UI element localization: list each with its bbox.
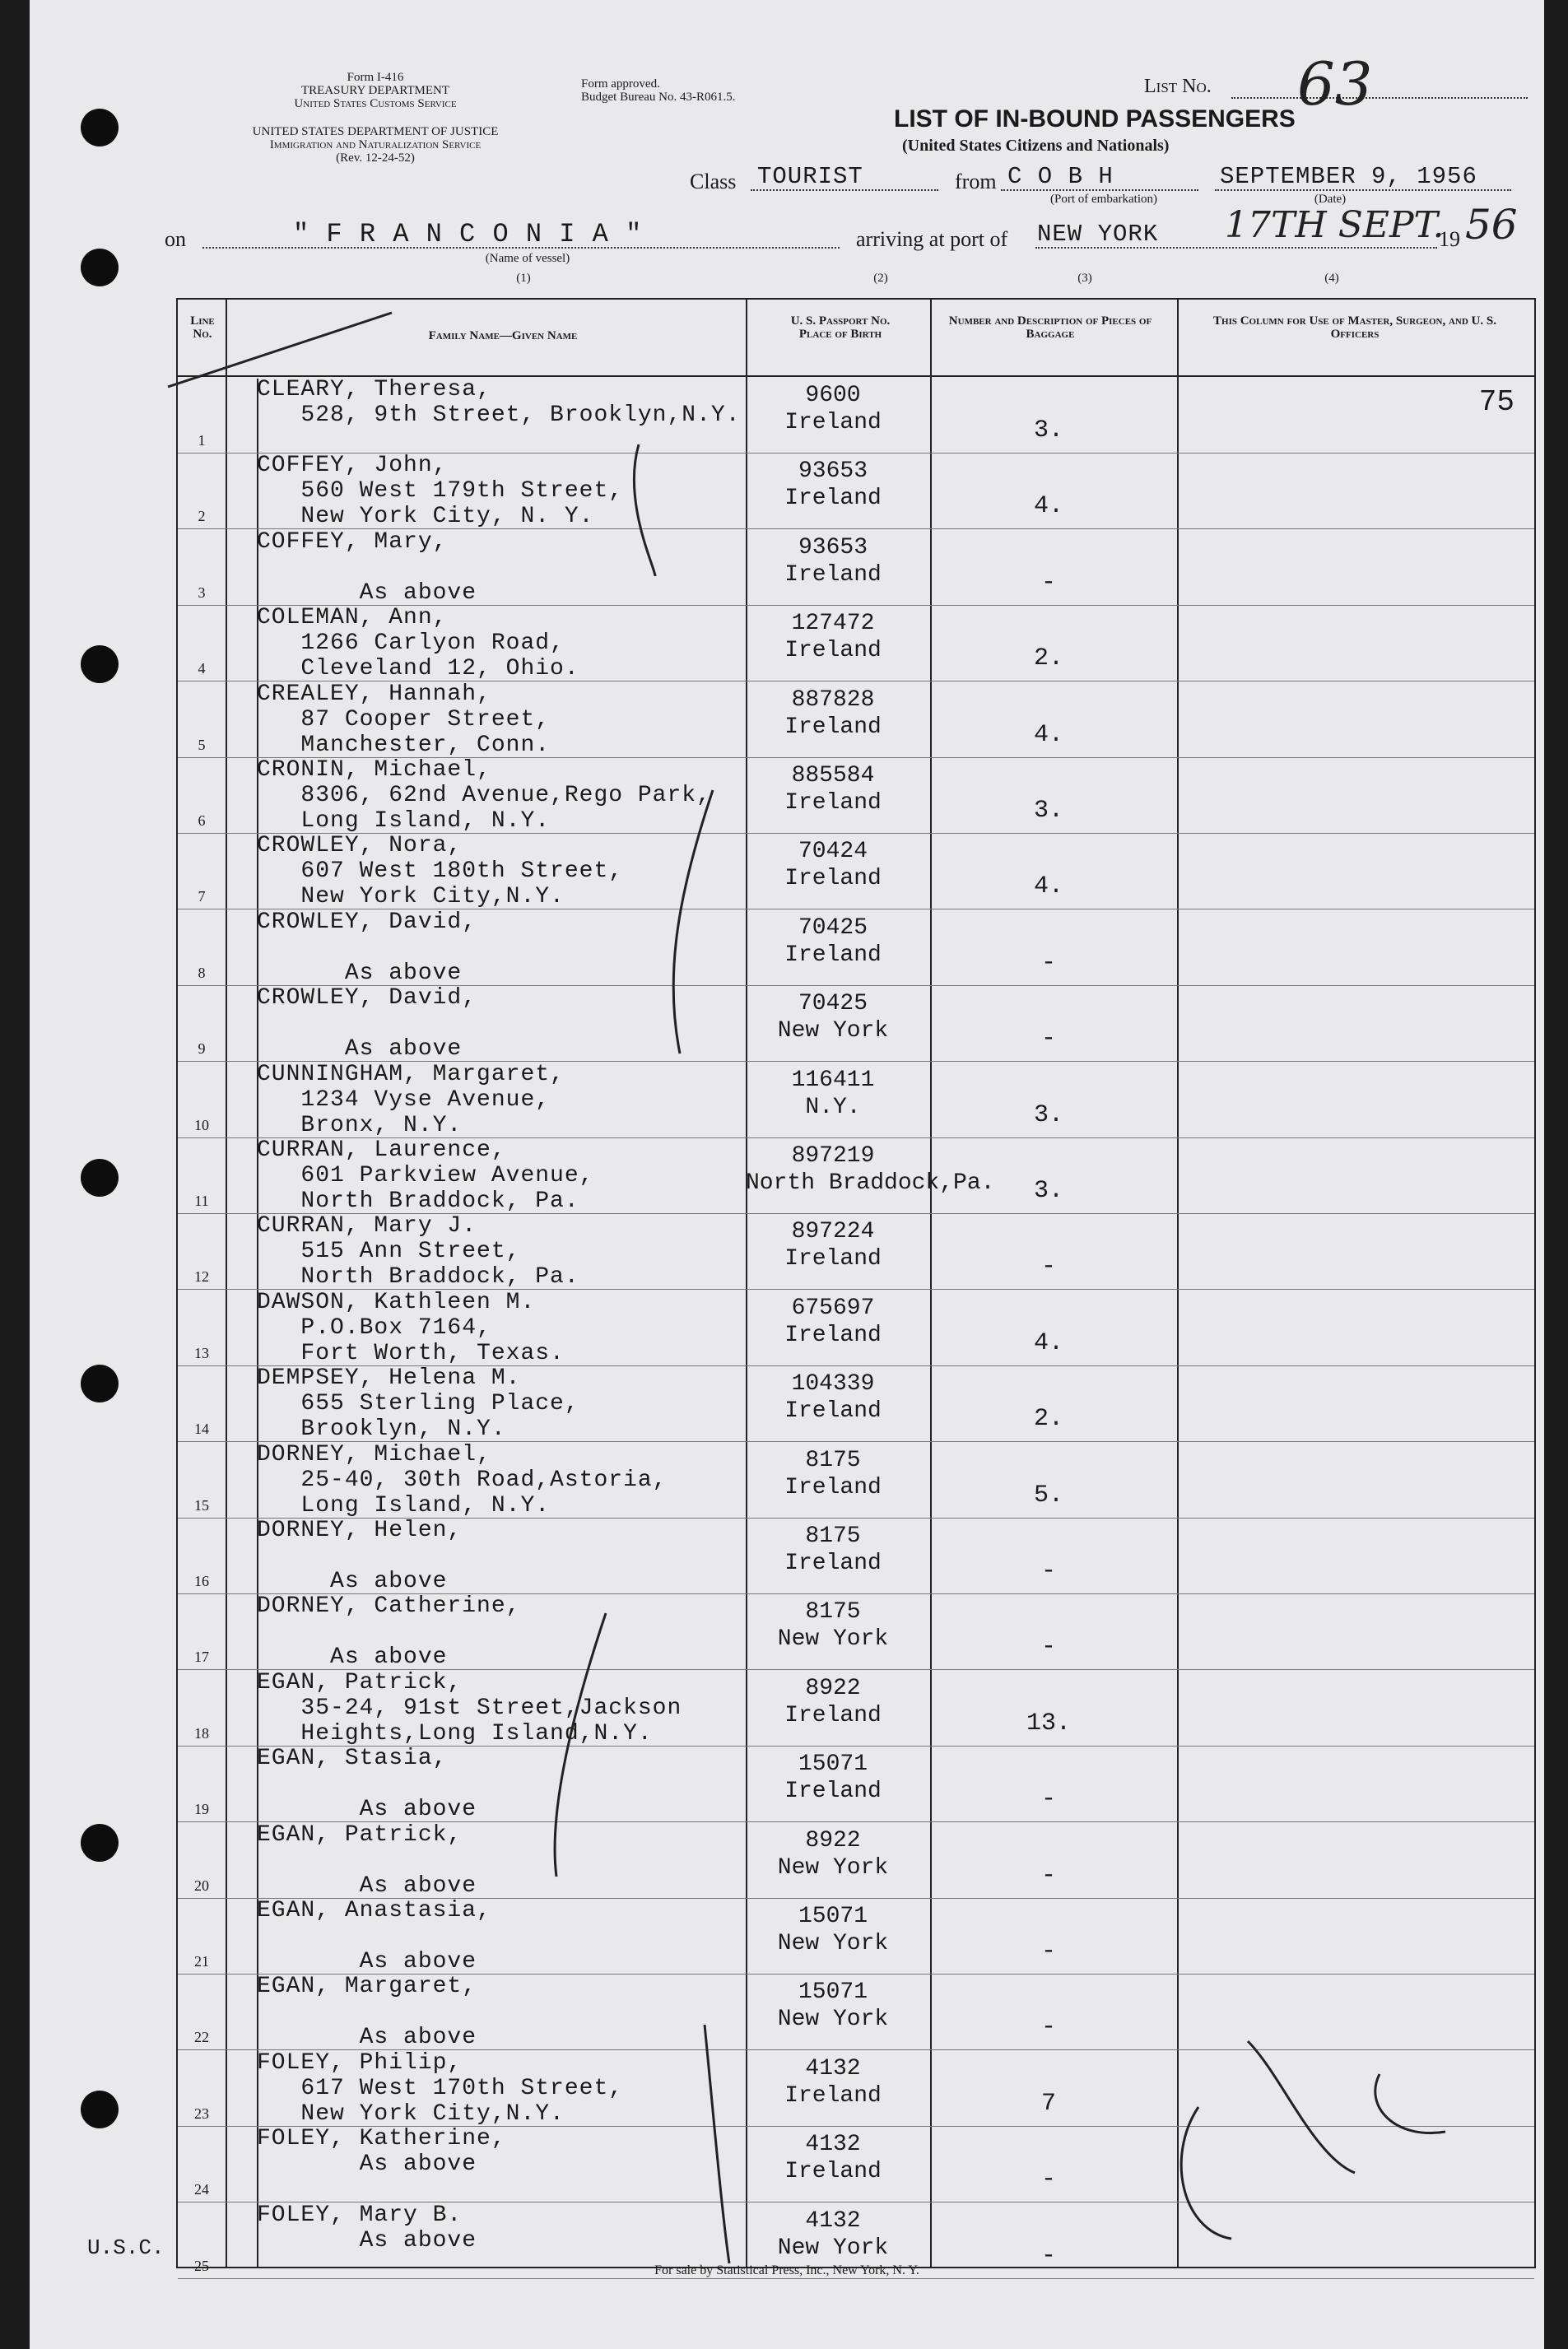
table-row: [178, 681, 1534, 758]
place-of-birth: Ireland: [784, 638, 882, 664]
passenger-name-address: [257, 1442, 667, 1519]
name-line: CURRAN, Mary J.: [257, 1213, 477, 1240]
table-row: [178, 1137, 1534, 1214]
name-line: North Braddock, Pa.: [257, 1188, 579, 1214]
name-line: As above: [257, 2227, 477, 2254]
list-no-value: 63: [1297, 49, 1373, 119]
passport-birth: [746, 1598, 920, 1653]
name-line: DORNEY, Catherine,: [257, 1593, 521, 1620]
printer-footer: For sale by Statistical Press, Inc., New York, N. Y.: [654, 2263, 919, 2277]
passport-number: 127472: [791, 611, 875, 637]
name-line: As above: [257, 1949, 477, 1975]
on-label: on: [165, 227, 186, 251]
passenger-name-address: [257, 1746, 477, 1822]
passport-birth: [746, 1751, 920, 1805]
passenger-name-address: [257, 377, 741, 428]
baggage-count: -: [1040, 2013, 1056, 2042]
punch-hole: [81, 1365, 119, 1402]
place-of-birth: New York: [777, 1626, 889, 1653]
officer-note: 75: [1478, 385, 1514, 419]
passport-birth: [746, 686, 920, 741]
table-row: [178, 1822, 1534, 1899]
form-approved: Form approved.: [581, 77, 660, 91]
passport-birth: [746, 610, 920, 664]
line-number: 14: [194, 1421, 209, 1438]
line-number: 4: [198, 660, 206, 677]
passport-birth: [746, 1295, 920, 1349]
name-line: DORNEY, Michael,: [257, 1441, 491, 1468]
name-line: 528, 9th Street, Brooklyn,N.Y.: [257, 402, 741, 428]
page-title: LIST OF IN-BOUND PASSENGERS: [894, 105, 1296, 133]
passenger-name-address: [257, 909, 477, 986]
customs-heading: United States Customs Service: [294, 97, 457, 110]
name-line: Long Island, N.Y.: [257, 808, 551, 834]
baggage-count: -: [1040, 1633, 1056, 1662]
name-line: CRONIN, Michael,: [257, 757, 491, 783]
passport-number: 897224: [791, 1219, 875, 1245]
punch-hole: [81, 249, 119, 286]
place-of-birth: Ireland: [784, 2159, 882, 2185]
name-line: DEMPSEY, Helena M.: [257, 1365, 521, 1392]
baggage-count: 3.: [1033, 1100, 1063, 1129]
table-row: [178, 2126, 1534, 2202]
passport-birth: [746, 990, 920, 1044]
place-of-birth: New York: [777, 1018, 889, 1044]
name-line: As above: [257, 2151, 477, 2178]
place-of-birth: Ireland: [784, 1246, 882, 1272]
line-number: 18: [194, 1724, 209, 1742]
line-number: 16: [194, 1573, 209, 1589]
place-of-birth: Ireland: [784, 1551, 882, 1576]
passenger-name-address: [257, 1670, 682, 1747]
baggage-count: 4.: [1033, 872, 1063, 901]
passport-number: 15071: [798, 1904, 868, 1929]
passenger-name-address: [257, 1822, 477, 1899]
baggage-count: 13.: [1026, 1709, 1071, 1737]
place-of-birth: Ireland: [784, 942, 882, 968]
passport-number: 675697: [791, 1295, 875, 1321]
passport-birth: [746, 838, 920, 892]
passenger-name-address: [257, 2126, 506, 2177]
place-of-birth: N.Y.: [805, 1094, 861, 1120]
budget-bureau: Budget Bureau No. 43-R061.5.: [581, 91, 736, 104]
name-line: Brooklyn, N.Y.: [257, 1416, 506, 1443]
baggage-count: -: [1040, 568, 1056, 597]
line-number: 22: [194, 2029, 209, 2046]
vessel-caption: (Name of vessel): [485, 252, 570, 265]
passport-birth: [746, 458, 920, 512]
class-value: TOURIST: [757, 163, 863, 190]
name-line: CLEARY, Theresa,: [257, 377, 491, 402]
header-baggage: Number and Description of Pieces of Baggage: [948, 314, 1152, 341]
name-line: CREALEY, Hannah,: [257, 681, 491, 707]
passport-number: 93653: [798, 534, 868, 561]
name-line: As above: [257, 1036, 463, 1063]
name-line: 8306, 62nd Avenue,Rego Park,: [257, 783, 711, 808]
line-number: 21: [194, 1953, 209, 1970]
passenger-name-address: [257, 453, 623, 529]
name-line: COFFEY, John,: [257, 453, 448, 479]
name-line: EGAN, Margaret,: [257, 1974, 477, 2000]
passport-number: 897219: [791, 1143, 875, 1169]
col-number-3: (3): [1077, 272, 1092, 285]
name-line: P.O.Box 7164,: [257, 1314, 491, 1341]
passenger-name-address: [257, 1518, 462, 1594]
table-row: [178, 833, 1534, 909]
passenger-name-address: [257, 985, 477, 1062]
baggage-count: 4.: [1033, 720, 1063, 749]
line-number: 2: [198, 508, 206, 525]
place-of-birth: North Braddock,Pa.: [746, 1170, 995, 1196]
name-line: CROWLEY, David,: [257, 985, 477, 1012]
port-caption: (Port of embarkation): [1050, 193, 1157, 206]
baggage-count: -: [1040, 1025, 1056, 1054]
passport-birth: [746, 1979, 920, 2033]
place-of-birth: Ireland: [784, 1779, 882, 1805]
date-value: SEPTEMBER 9, 1956: [1220, 163, 1477, 190]
place-of-birth: Ireland: [784, 561, 882, 588]
name-line: EGAN, Patrick,: [257, 1669, 463, 1695]
table-row: [178, 1670, 1534, 1747]
table-row: [178, 529, 1534, 606]
name-line: DORNEY, Helen,: [257, 1518, 463, 1543]
treasury-heading: TREASURY DEPARTMENT: [300, 84, 450, 97]
passport-birth: [746, 1067, 920, 1121]
arrival-port: NEW YORK: [1037, 221, 1159, 248]
manifest-page: [30, 0, 1544, 2349]
name-line: Bronx, N.Y.: [257, 1112, 463, 1138]
immigration-heading: Immigration and Naturalization Service: [269, 138, 482, 151]
name-line: 25-40, 30th Road,Astoria,: [257, 1467, 668, 1493]
name-line: EGAN, Anastasia,: [257, 1898, 491, 1923]
name-line: FOLEY, Philip,: [257, 2049, 463, 2076]
passenger-name-address: [257, 1290, 565, 1366]
line-number: 12: [194, 1268, 209, 1286]
passport-number: 8922: [805, 1827, 861, 1854]
passport-number: 15071: [798, 1979, 868, 2006]
baggage-count: 3.: [1033, 797, 1063, 825]
place-of-birth: Ireland: [784, 866, 882, 892]
revision-note: (Rev. 12-24-52): [336, 151, 415, 165]
passport-number: 104339: [791, 1371, 875, 1398]
table-row: [178, 453, 1534, 529]
margin-code: U.S.C.: [87, 2235, 165, 2260]
name-line: EGAN, Stasia,: [257, 1746, 448, 1772]
place-of-birth: New York: [777, 2007, 889, 2033]
passenger-name-address: [257, 1593, 520, 1670]
passport-number: 70424: [798, 839, 868, 865]
line-number: 13: [194, 1344, 209, 1361]
list-no-label: List No.: [1144, 76, 1212, 97]
name-line: [257, 1771, 477, 1797]
name-line: 601 Parkview Avenue,: [257, 1163, 594, 1188]
passport-birth: [746, 534, 920, 588]
table-row: [178, 2050, 1534, 2127]
line-number: 7: [198, 888, 206, 905]
name-line: FOLEY, Mary B.: [257, 2202, 463, 2228]
passport-number: 4132: [805, 2132, 861, 2158]
line-number: 9: [198, 1040, 206, 1058]
line-number: 1: [198, 432, 206, 449]
passport-number: 887828: [791, 686, 875, 713]
baggage-count: 5.: [1033, 1481, 1063, 1509]
line-number: 17: [194, 1649, 209, 1666]
baggage-count: 3.: [1033, 1177, 1063, 1205]
name-line: Long Island, N.Y.: [257, 1492, 551, 1519]
line-number: 24: [194, 2181, 209, 2198]
name-line: As above: [257, 579, 477, 606]
col-number-2: (2): [873, 272, 888, 285]
name-line: Manchester, Conn.: [257, 732, 551, 758]
name-line: 617 West 170th Street,: [257, 2075, 624, 2101]
name-line: CROWLEY, Nora,: [257, 833, 463, 859]
passport-birth: [746, 382, 920, 436]
form-number: Form I-416: [347, 71, 404, 84]
passenger-name-address: [257, 833, 623, 909]
baggage-count: -: [1040, 1253, 1056, 1281]
passport-number: 8175: [805, 1599, 861, 1626]
place-of-birth: Ireland: [784, 1322, 882, 1348]
name-line: FOLEY, Katherine,: [257, 2126, 506, 2152]
line-number: 19: [194, 1801, 209, 1818]
page-subtitle: (United States Citizens and Nationals): [902, 137, 1170, 155]
name-line: As above: [257, 1569, 448, 1594]
baggage-count: -: [1040, 948, 1056, 977]
header-officers: This Column for Use of Master, Surgeon, and U. S. Officers: [1213, 314, 1496, 341]
line-number: 5: [198, 736, 206, 753]
name-line: EGAN, Patrick,: [257, 1821, 463, 1848]
name-line: As above: [257, 1644, 448, 1671]
date-caption: (Date): [1314, 193, 1347, 206]
baggage-count: 3.: [1033, 416, 1063, 444]
place-of-birth: Ireland: [784, 2082, 882, 2109]
name-line: CROWLEY, David,: [257, 909, 477, 935]
vessel-name: " F R A N C O N I A ": [293, 219, 643, 249]
table-row: [178, 1442, 1534, 1519]
passenger-name-address: [257, 1898, 491, 1975]
passport-number: 4132: [805, 2207, 861, 2234]
passport-birth: [746, 2207, 920, 2262]
punch-hole: [81, 109, 119, 147]
place-of-birth: Ireland: [784, 790, 882, 816]
passport-number: 15071: [798, 1751, 868, 1778]
name-line: New York City,N.Y.: [257, 2100, 565, 2127]
passenger-name-address: [257, 1137, 593, 1214]
passport-birth: [746, 2131, 920, 2185]
line-number: 20: [194, 1877, 209, 1894]
table-row: [178, 1365, 1534, 1442]
name-line: 607 West 180th Street,: [257, 858, 624, 885]
baggage-count: -: [1040, 2241, 1056, 2270]
name-line: 515 Ann Street,: [257, 1239, 521, 1265]
name-line: [257, 1848, 477, 1873]
name-line: CUNNINGHAM, Margaret,: [257, 1061, 565, 1087]
table-row: [178, 377, 1534, 454]
from-value: C O B H: [1007, 163, 1114, 190]
place-of-birth: New York: [777, 1931, 889, 1956]
passport-birth: [746, 1370, 920, 1425]
place-of-birth: Ireland: [784, 1702, 882, 1728]
baggage-count: -: [1040, 1861, 1056, 1890]
line-number: 15: [194, 1496, 209, 1514]
passenger-name-address: [257, 2202, 477, 2254]
name-line: [257, 555, 477, 580]
passport-number: 8175: [805, 1523, 861, 1549]
name-line: [257, 1543, 462, 1569]
line-number: 8: [198, 964, 206, 981]
name-line: As above: [257, 2025, 477, 2051]
passenger-name-address: [257, 2050, 623, 2127]
name-line: Fort Worth, Texas.: [257, 1340, 565, 1366]
passport-number: 116411: [791, 1067, 875, 1093]
line-number: 23: [194, 2105, 209, 2122]
passport-birth: [746, 914, 920, 969]
passport-number: 70425: [798, 914, 868, 941]
arriving-label: arriving at port of: [856, 227, 1008, 251]
table-row: [178, 1593, 1534, 1670]
name-line: 1266 Carlyon Road,: [257, 630, 565, 657]
table-row: [178, 1518, 1534, 1594]
baggage-count: -: [1040, 2165, 1056, 2194]
name-line: COFFEY, Mary,: [257, 528, 448, 555]
name-line: [257, 1011, 477, 1036]
name-line: Cleveland 12, Ohio.: [257, 656, 579, 682]
line-number: 11: [194, 1193, 209, 1209]
passenger-name-address: [257, 529, 477, 606]
table-row: [178, 985, 1534, 1062]
passport-birth: [746, 1523, 920, 1577]
header-passport: U. S. Passport No. Place of Birth: [790, 314, 891, 341]
class-label: Class: [690, 170, 737, 193]
arrival-year-prefix: 19: [1439, 227, 1460, 251]
passenger-name-address: [257, 757, 711, 834]
punch-hole: [81, 1159, 119, 1197]
baggage-count: -: [1040, 1557, 1056, 1585]
table-row: [178, 1974, 1534, 2050]
place-of-birth: Ireland: [784, 1474, 882, 1500]
baggage-count: 2.: [1033, 1405, 1063, 1434]
passport-number: 70425: [798, 991, 868, 1017]
name-line: 1234 Vyse Avenue,: [257, 1086, 551, 1113]
passport-birth: [746, 1142, 995, 1197]
passport-birth: [746, 1903, 920, 1957]
from-label: from: [955, 170, 997, 193]
table-row: [178, 1898, 1534, 1975]
passport-birth: [746, 1447, 920, 1501]
place-of-birth: New York: [777, 1854, 889, 1881]
passport-birth: [746, 1675, 920, 1729]
name-line: CURRAN, Laurence,: [257, 1137, 506, 1163]
header-name: Family Name—Given Name: [428, 329, 578, 342]
table-row: [178, 757, 1534, 834]
table-row: [178, 909, 1534, 986]
passenger-name-address: [257, 681, 550, 758]
punch-hole: [81, 1824, 119, 1862]
name-line: North Braddock, Pa.: [257, 1264, 579, 1291]
baggage-count: 2.: [1033, 644, 1063, 673]
name-line: 35-24, 91st Street,Jackson: [257, 1695, 682, 1721]
passport-birth: [746, 2055, 920, 2109]
table-row: [178, 1062, 1534, 1138]
baggage-count: 7: [1040, 2089, 1056, 2118]
name-line: [257, 1619, 520, 1644]
passport-number: 4132: [805, 2055, 861, 2082]
table-row: [178, 1746, 1534, 1822]
name-line: As above: [257, 1797, 477, 1823]
name-line: New York City, N. Y.: [257, 504, 594, 530]
table-row: [178, 1213, 1534, 1290]
table-row: [178, 1290, 1534, 1366]
passport-number: 8922: [805, 1675, 861, 1701]
line-number: 10: [194, 1116, 209, 1133]
name-line: As above: [257, 960, 463, 986]
place-of-birth: Ireland: [784, 486, 882, 512]
punch-hole: [81, 645, 119, 683]
passenger-name-address: [257, 1365, 579, 1442]
col-number-4: (4): [1324, 272, 1339, 285]
name-line: 655 Sterling Place,: [257, 1391, 579, 1417]
baggage-count: -: [1040, 1937, 1056, 1965]
name-line: 87 Cooper Street,: [257, 706, 551, 733]
table-row: [178, 605, 1534, 681]
name-line: [257, 1999, 477, 2025]
place-of-birth: Ireland: [784, 410, 882, 435]
name-line: [257, 935, 477, 961]
passenger-name-address: [257, 1974, 477, 2050]
passport-birth: [746, 1827, 920, 1882]
line-number: 25: [194, 2257, 209, 2274]
line-number: 6: [198, 812, 206, 829]
place-of-birth: New York: [777, 2235, 889, 2261]
line-number: 3: [198, 584, 206, 601]
arrival-date: 17TH SEPT.: [1225, 204, 1445, 246]
header-line-no: Line No.: [190, 314, 215, 341]
name-line: [257, 1923, 491, 1949]
name-line: Heights,Long Island,N.Y.: [257, 1720, 653, 1747]
passenger-name-address: [257, 605, 579, 681]
place-of-birth: Ireland: [784, 714, 882, 740]
name-line: New York City,N.Y.: [257, 884, 565, 910]
place-of-birth: Ireland: [784, 1398, 882, 1425]
passenger-name-address: [257, 1062, 565, 1138]
baggage-count: 4.: [1033, 492, 1063, 521]
name-line: As above: [257, 1872, 477, 1899]
name-line: 560 West 179th Street,: [257, 478, 624, 505]
passport-birth: [746, 1218, 920, 1272]
justice-heading: UNITED STATES DEPARTMENT OF JUSTICE: [252, 125, 499, 138]
punch-hole: [81, 2091, 119, 2128]
passport-number: 885584: [791, 763, 875, 788]
col-number-1: (1): [516, 272, 531, 285]
passport-number: 93653: [798, 458, 868, 485]
arrival-year: 56: [1465, 201, 1518, 249]
passport-birth: [746, 762, 920, 816]
passport-number: 9600: [805, 383, 861, 408]
name-line: COLEMAN, Ann,: [257, 605, 448, 631]
baggage-count: -: [1040, 1785, 1056, 1814]
passenger-name-address: [257, 1213, 579, 1290]
baggage-count: 4.: [1033, 1328, 1063, 1357]
passport-number: 8175: [805, 1447, 861, 1473]
name-line: DAWSON, Kathleen M.: [257, 1289, 536, 1315]
